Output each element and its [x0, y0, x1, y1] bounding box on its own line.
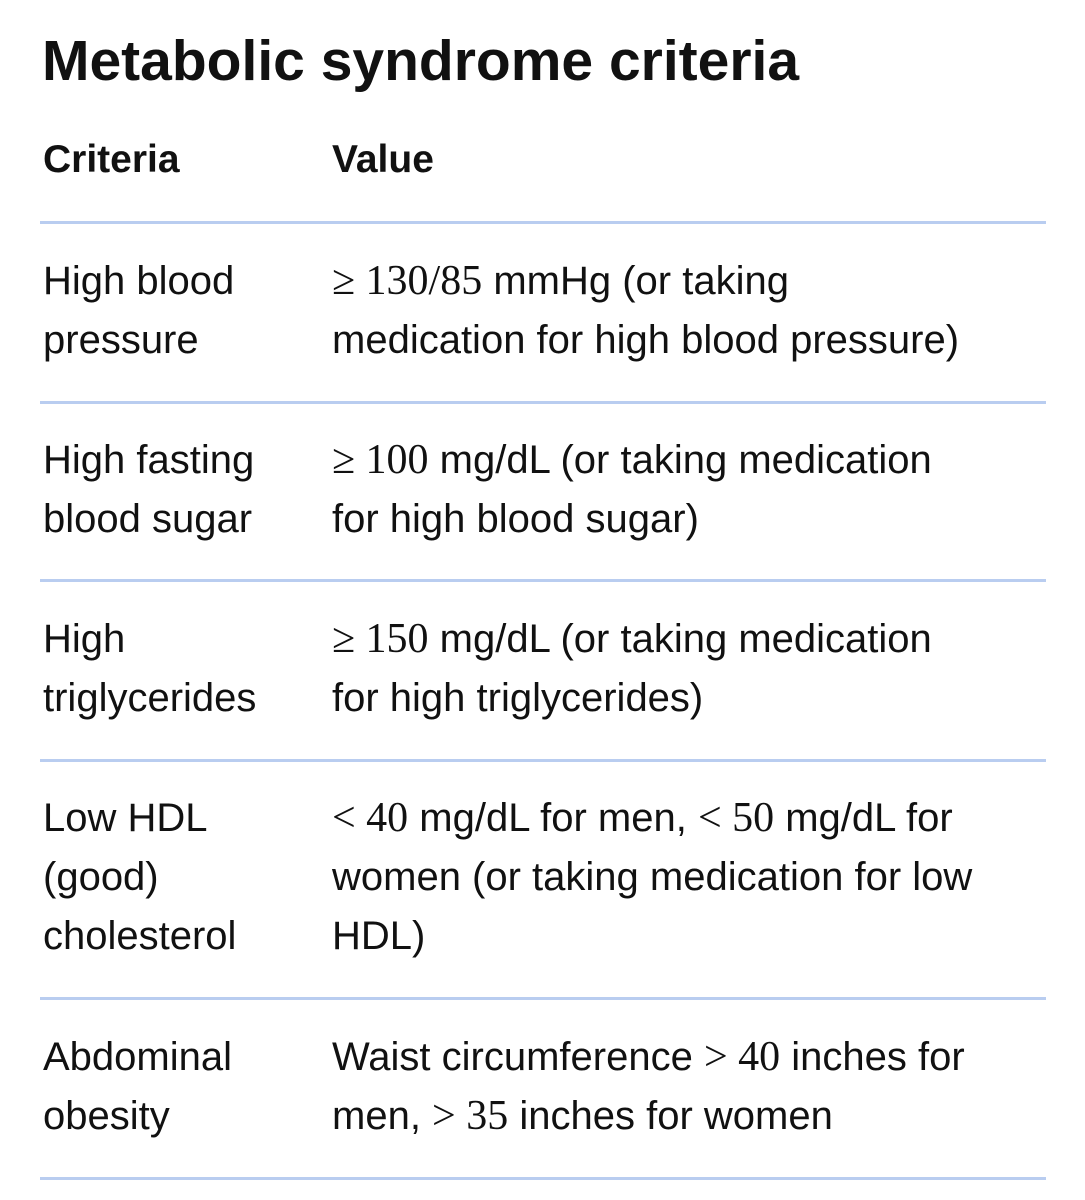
value-line — [332, 252, 1046, 311]
value-cell — [332, 1028, 1046, 1146]
value-text: mg/dL for men, — [408, 796, 698, 840]
value-text: mg/dL for — [774, 796, 953, 840]
threshold-symbol: < 50 — [697, 795, 775, 841]
value-text: mmHg (or taking — [482, 259, 789, 303]
criteria-cell — [43, 252, 308, 370]
value-line — [332, 1087, 1046, 1146]
value-line — [332, 431, 1046, 490]
criteria-line: High fasting — [43, 438, 255, 482]
value-text: inches for — [780, 1035, 965, 1079]
table-divider — [40, 997, 1046, 1000]
criteria-line: triglycerides — [43, 676, 257, 720]
table-divider — [40, 1177, 1046, 1180]
criteria-line: obesity — [43, 1094, 170, 1138]
value-cell — [332, 431, 1046, 549]
value-cell — [332, 610, 1046, 728]
value-line: for high blood sugar) — [332, 497, 699, 541]
document-page — [40, 0, 1046, 1200]
header-criteria: Criteria — [43, 138, 180, 181]
table-divider — [40, 579, 1046, 582]
value-line — [332, 610, 1046, 669]
criteria-line: blood sugar — [43, 497, 253, 541]
value-line: HDL) — [332, 914, 426, 958]
value-line: medication for high blood pressure) — [332, 318, 960, 362]
value-text: mg/dL (or taking medication — [428, 617, 932, 661]
criteria-cell — [43, 1028, 308, 1146]
page-title: Metabolic syndrome criteria — [42, 29, 800, 93]
value-text: men, — [332, 1094, 433, 1138]
threshold-symbol: ≥ 100 — [332, 437, 429, 483]
value-cell — [332, 252, 1046, 370]
value-text: inches for women — [508, 1094, 833, 1138]
criteria-cell — [43, 431, 308, 549]
threshold-symbol: ≥ 130/85 — [332, 258, 483, 304]
value-text: Waist circumference — [332, 1035, 704, 1079]
criteria-line: High — [43, 617, 126, 661]
criteria-line: Low HDL — [43, 796, 208, 840]
criteria-line: (good) — [43, 855, 159, 899]
table-header-row — [40, 138, 1046, 198]
threshold-symbol: < 40 — [332, 795, 409, 841]
criteria-line: cholesterol — [43, 914, 237, 958]
table-divider — [40, 401, 1046, 404]
table-divider — [40, 221, 1046, 224]
criteria-line: Abdominal — [43, 1035, 233, 1079]
threshold-symbol: > 35 — [432, 1093, 509, 1139]
threshold-symbol: ≥ 150 — [332, 616, 429, 662]
table-divider — [40, 759, 1046, 762]
header-value: Value — [332, 138, 434, 181]
value-text: mg/dL (or taking medication — [428, 438, 932, 482]
value-line: women (or taking medication for low — [332, 855, 973, 899]
value-line — [332, 789, 1046, 848]
threshold-symbol: > 40 — [703, 1034, 781, 1080]
criteria-line: High blood — [43, 259, 235, 303]
criteria-cell — [43, 610, 308, 728]
criteria-line: pressure — [43, 318, 199, 362]
value-cell — [332, 789, 1046, 966]
value-line: for high triglycerides) — [332, 676, 704, 720]
criteria-cell — [43, 789, 308, 966]
value-line — [332, 1028, 1046, 1087]
